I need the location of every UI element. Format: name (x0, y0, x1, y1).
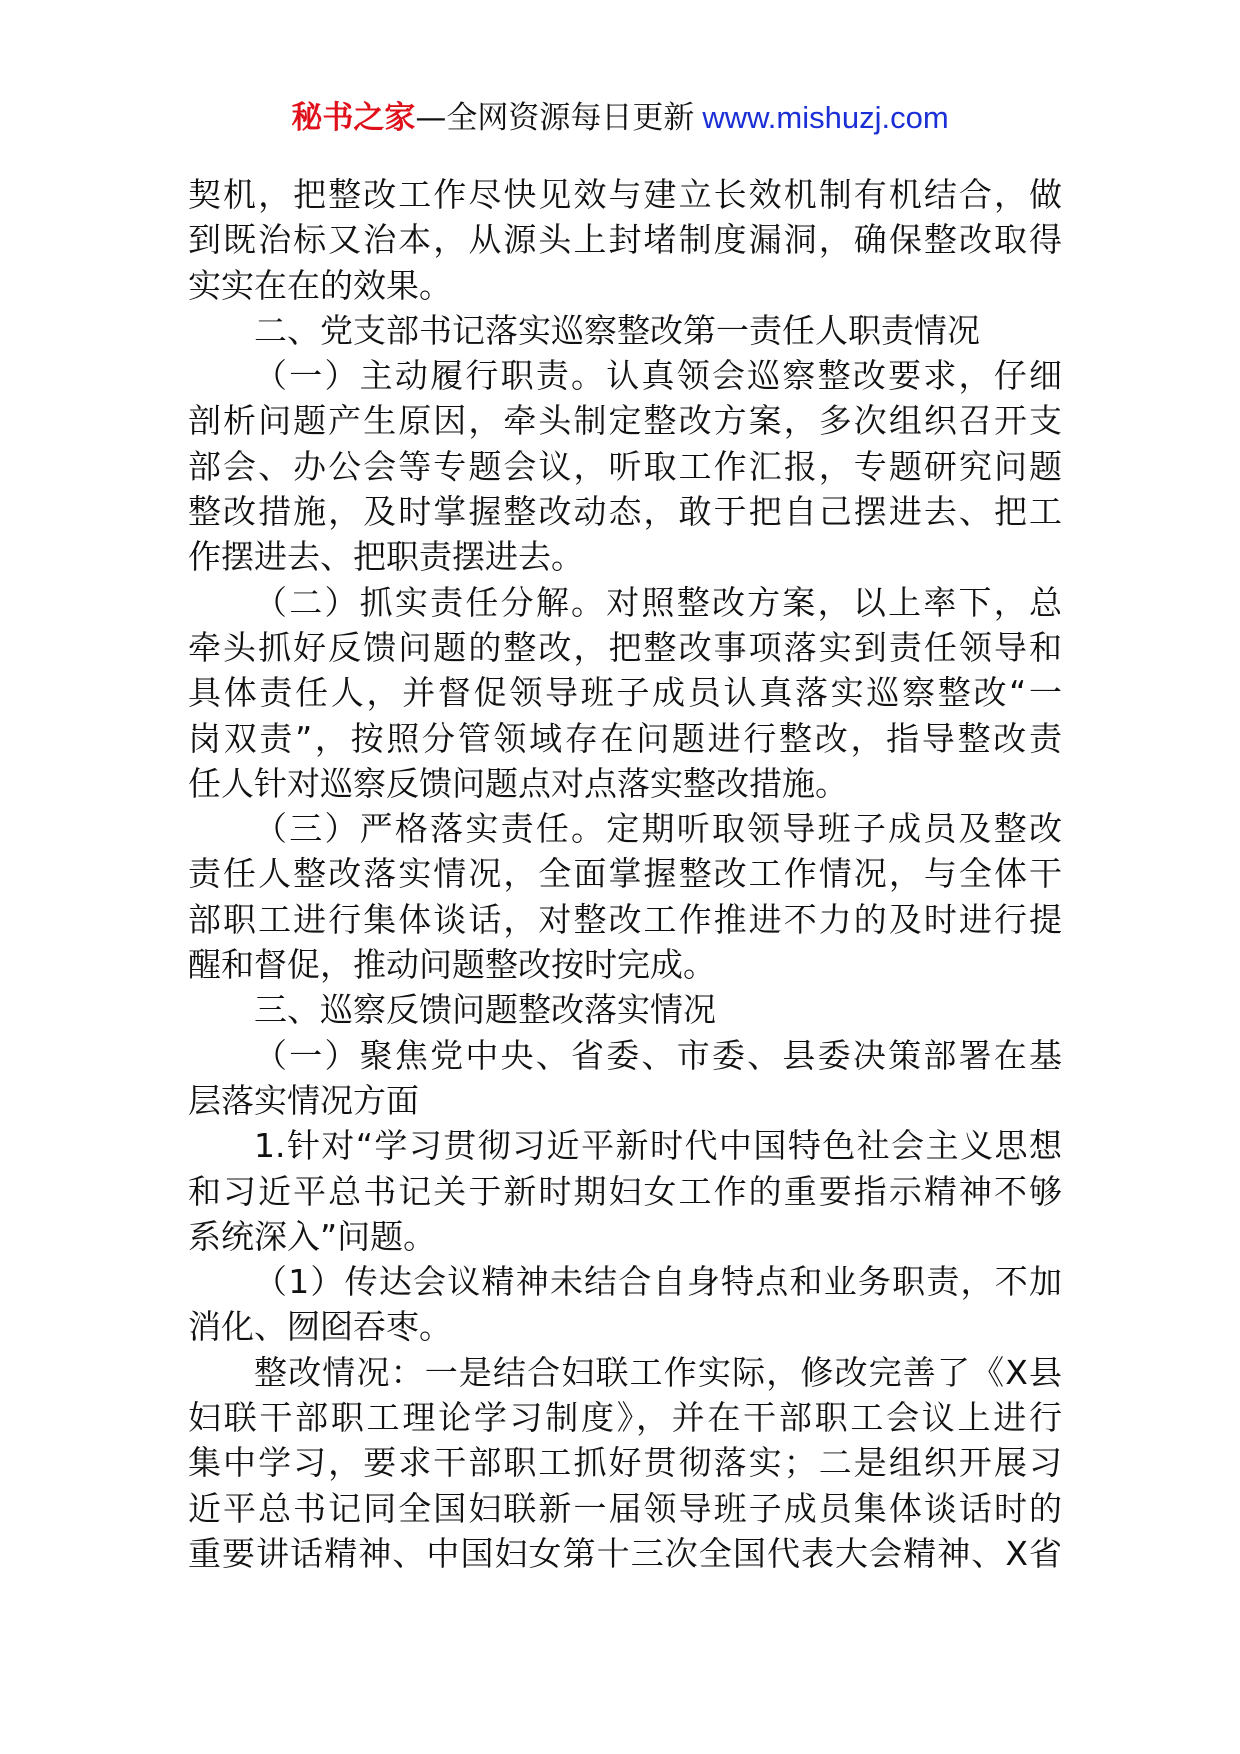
body-line: （二）抓实责任分解。对照整改方案，以上率下，总 (254, 582, 1062, 622)
body-line: 剖析问题产生原因，牵头制定整改方案，多次组织召开支 (188, 401, 1062, 441)
body-line: 重要讲话精神、中国妇女第十三次全国代表大会精神、X省 (188, 1533, 1062, 1573)
body-line: 部职工进行集体谈话，对整改工作推进不力的及时进行提 (188, 899, 1062, 939)
body-line: 到既治标又治本，从源头上封堵制度漏洞，确保整改取得 (188, 220, 1062, 260)
body-line: 任人针对巡察反馈问题点对点落实整改措施。 (188, 763, 848, 803)
section-heading: 三、巡察反馈问题整改落实情况 (254, 990, 716, 1030)
body-line: 实实在在的效果。 (188, 265, 452, 305)
body-line: 整改措施，及时掌握整改动态，敢于把自己摆进去、把工 (188, 492, 1062, 532)
body-line: 和习近平总书记关于新时期妇女工作的重要指示精神不够 (188, 1171, 1062, 1211)
body-line: （1）传达会议精神未结合自身特点和业务职责，不加 (254, 1262, 1062, 1302)
header-tagline: —全网资源每日更新 (415, 100, 695, 136)
body-line: 集中学习，要求干部职工抓好贯彻落实；二是组织开展习 (188, 1443, 1062, 1483)
body-line: 作摆进去、把职责摆进去。 (188, 537, 584, 577)
brand-name: 秘书之家 (291, 100, 416, 136)
body-line: 近平总书记同全国妇联新一届领导班子成员集体谈话时的 (188, 1488, 1062, 1528)
section-heading: 二、党支部书记落实巡察整改第一责任人职责情况 (254, 310, 980, 350)
body-line: 1.针对“学习贯彻习近平新时代中国特色社会主义思想 (254, 1126, 1062, 1166)
body-line: 醒和督促，推动问题整改按时完成。 (188, 945, 716, 985)
body-line: 部会、办公会等专题会议，听取工作汇报，专题研究问题 (188, 446, 1062, 486)
body-line: 具体责任人，并督促领导班子成员认真落实巡察整改“一 (188, 673, 1062, 713)
body-line: 系统深入”问题。 (188, 1216, 437, 1256)
header-url-link[interactable]: www.mishuzj.com (702, 100, 949, 135)
body-line: 牵头抓好反馈问题的整改，把整改事项落实到责任领导和 (188, 627, 1062, 667)
body-line: 责任人整改落实情况，全面掌握整改工作情况，与全体干 (188, 854, 1062, 894)
body-line: 整改情况：一是结合妇联工作实际，修改完善了《X县 (254, 1352, 1062, 1392)
body-line: 消化、囫囵吞枣。 (188, 1307, 452, 1347)
body-line: 岗双责”，按照分管领域存在问题进行整改，指导整改责 (188, 718, 1062, 758)
body-line: 妇联干部职工理论学习制度》，并在干部职工会议上进行 (188, 1398, 1062, 1438)
body-line: （一）主动履行职责。认真领会巡察整改要求，仔细 (254, 356, 1062, 396)
subsection-heading: 层落实情况方面 (188, 1080, 419, 1120)
document-body (188, 172, 1062, 1576)
subsection-heading: （一）聚焦党中央、省委、市委、县委决策部署在基 (254, 1035, 1062, 1075)
page-header (0, 96, 1240, 140)
body-line: 契机，把整改工作尽快见效与建立长效机制有机结合，做 (188, 175, 1062, 214)
body-line: （三）严格落实责任。定期听取领导班子成员及整改 (254, 809, 1062, 849)
